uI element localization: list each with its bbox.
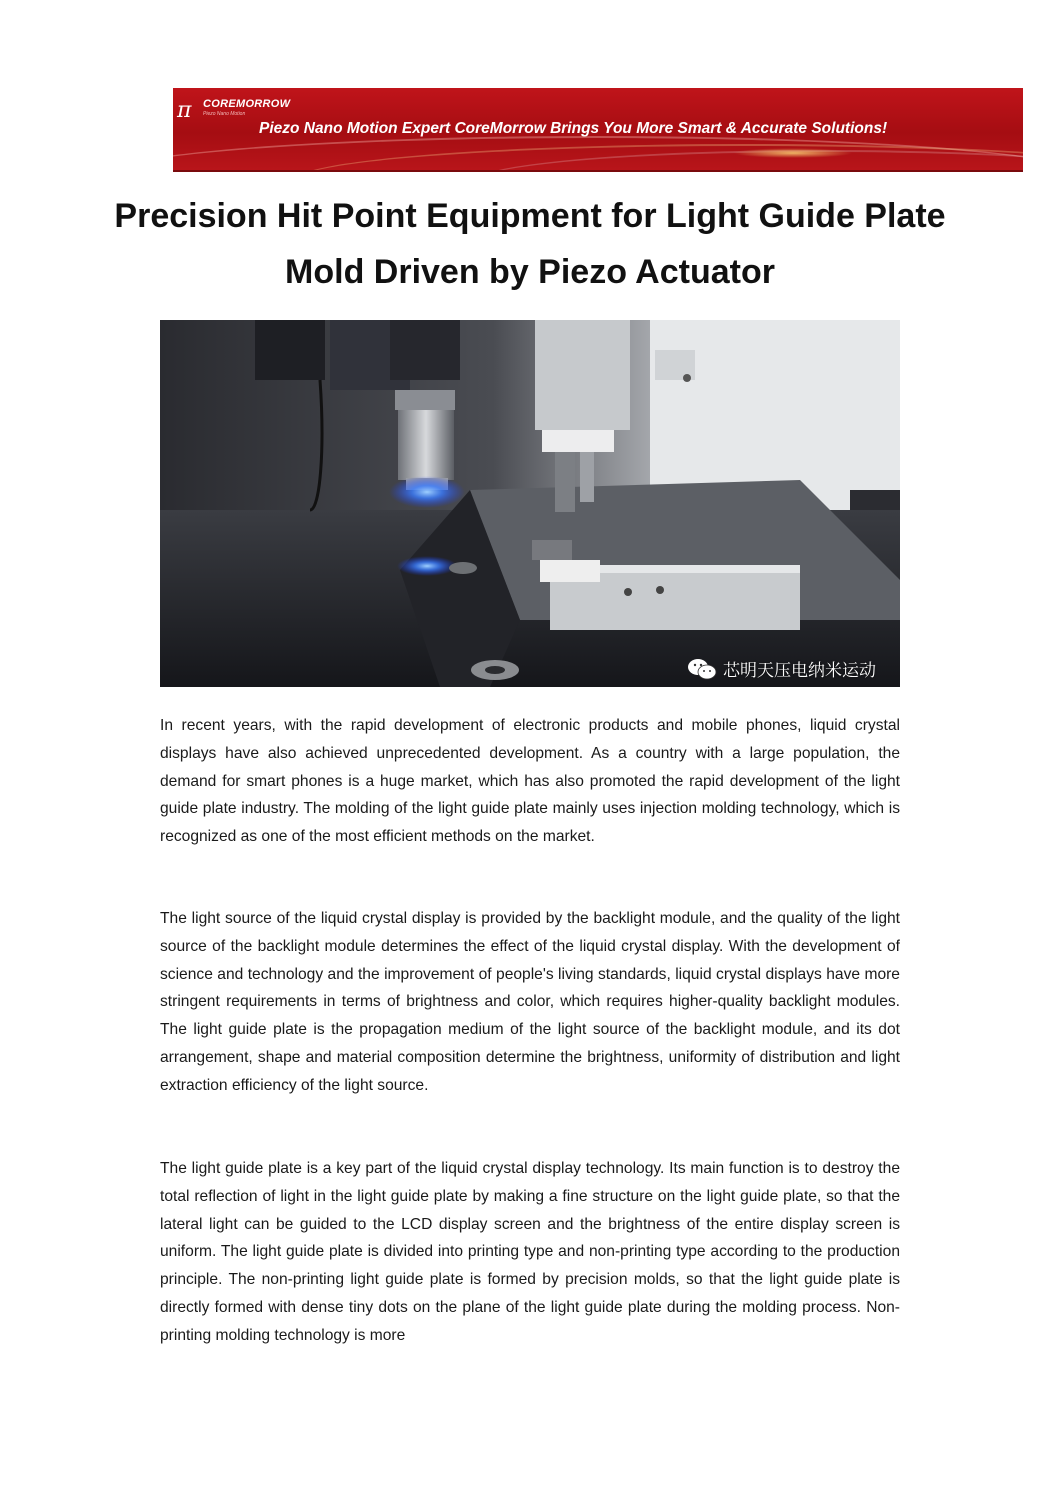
brand-name: COREMORROW: [203, 98, 291, 110]
body-paragraph: The light guide plate is a key part of the liquid crystal display technology. Its main function is to destroy the total reflection of light in the light guide plate by making a fine structure on the light guide plate, so that the lateral light can be guided to the LCD display screen and the brightness of the entire display screen is uniform. The light guide plate is divided into printing type and non-printing type according to the production principle. The non-printing light guide plate is formed by precision molds, so that the light guide plate is directly formed with dense tiny dots on the plane of the light guide plate during the molding process. Non-printing molding technology is more: [160, 1160, 900, 1344]
page-title: Precision Hit Point Equipment for Light Guide Plate Mold Driven by Piezo Actuator: [114, 197, 946, 291]
banner-glow: [733, 148, 853, 158]
body-paragraph: The light source of the liquid crystal display is provided by the backlight module, and the quality of the light source of the backlight module determines the effect of the liquid crystal display. With the development of science and technology and the improvement of people's living standards, liquid crystal displays have more stringent requirements in terms of brightness and color, which requires higher-quality backlight modules. The light guide plate is the propagation medium of the light source of the backlight module, and its dot arrangement, shape and material composition determine the brightness, uniformity of distribution and light extraction efficiency of the light source.: [160, 910, 900, 1094]
banner-slogan: Piezo Nano Motion Expert CoreMorrow Brings You More Smart & Accurate Solutions!: [259, 120, 888, 137]
watermark-text: 芯明天压电纳米运动: [723, 661, 876, 680]
wechat-icon: [687, 658, 717, 680]
photo-watermark: [687, 656, 876, 681]
body-paragraph: In recent years, with the rapid development of electronic products and mobile phones, liquid crystal displays have also achieved unprecedented development. As a country with a large population, the demand for smart phones is a huge market, which has also promoted the rapid development of the light guide plate industry. The molding of the light guide plate mainly uses injection molding technology, which is recognized as one of the most efficient methods on the market.: [160, 717, 900, 846]
coremorrow-logo-icon: π: [177, 98, 192, 123]
brand-subtitle: Piezo Nano Motion: [203, 111, 246, 117]
equipment-photo-illustration: [160, 320, 900, 687]
equipment-photo: [160, 320, 900, 687]
header-banner: [173, 88, 1023, 172]
